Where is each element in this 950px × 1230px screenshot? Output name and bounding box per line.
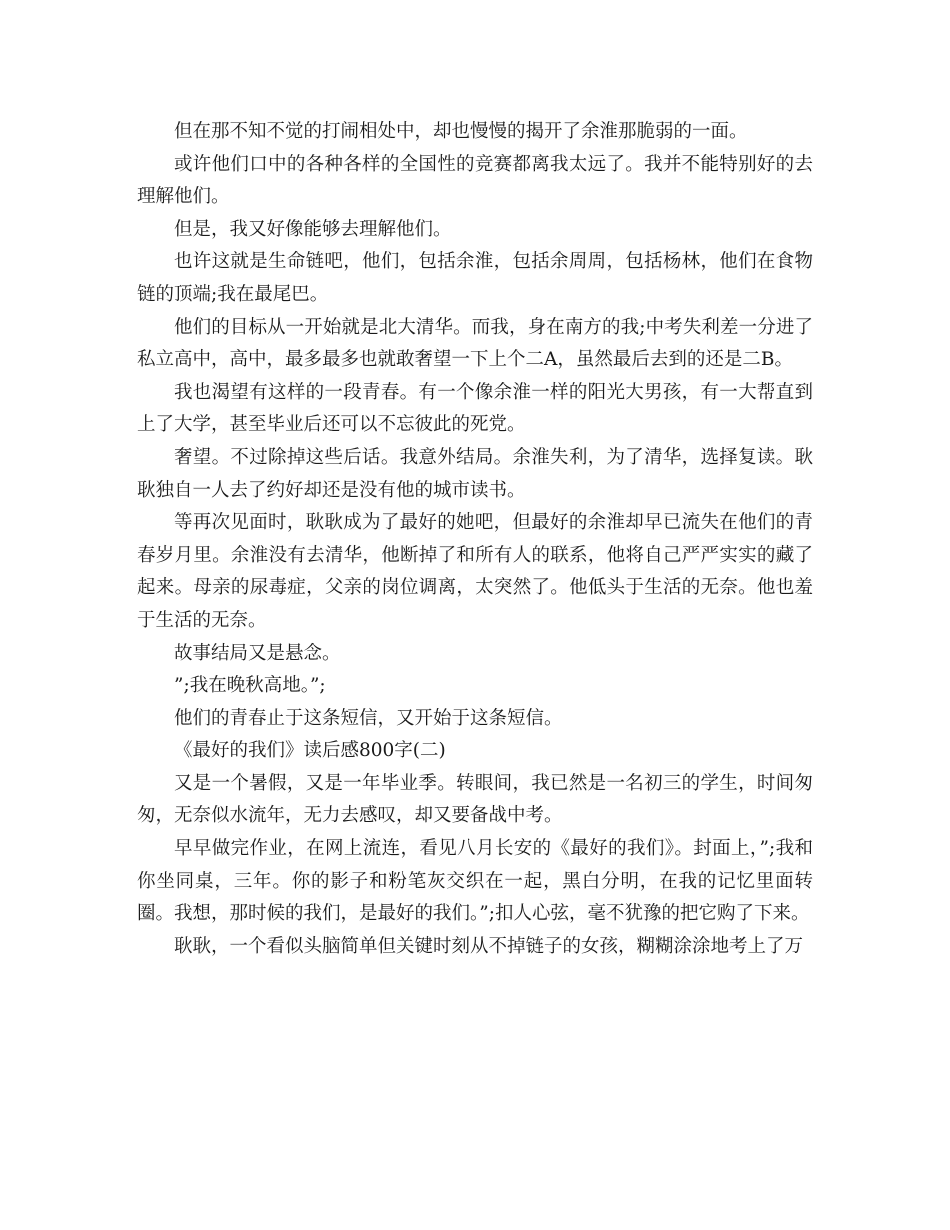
- paragraph: 故事结局又是悬念。: [174, 642, 341, 664]
- paragraph: 他们的目标从一开始就是北大清华。而我，身在南方的我;中考失利差一分进了私立高中，高中，最多最多也就敢奢望一下上个二A，虽然最后去到的还是二B。: [137, 316, 813, 371]
- document-page: [137, 116, 813, 963]
- paragraph: 也许这就是生命链吧，他们，包括余淮，包括余周周，包括杨林，他们在食物链的顶端;我在最尾巴。: [137, 251, 813, 305]
- paragraph: 但是，我又好像能够去理解他们。: [174, 218, 452, 240]
- paragraph: 又是一个暑假，又是一年毕业季。转眼间，我已然是一名初三的学生，时间匆匆，无奈似水流年，无力去感叹，却又要备战中考。: [137, 772, 813, 827]
- paragraph: 但在那不知不觉的打闹相处中，却也慢慢的揭开了余淮那脆弱的一面。: [174, 121, 748, 142]
- section-title: 《最好的我们》读后感800字(二): [174, 740, 446, 762]
- paragraph: 或许他们口中的各种各样的全国性的竞赛都离我太远了。我并不能特别好的去理解他们。: [137, 153, 813, 208]
- paragraph: 等再次见面时，耿耿成为了最好的她吧，但最好的余淮却早已流失在他们的青春岁月里。余淮没有去清华，他断掉了和所有人的联系，他将自己严严实实的藏了起来。母亲的尿毒症，父亲的岗位调离，太突然了。他低头于生活的无奈。他也羞于生活的无奈。: [137, 512, 813, 631]
- paragraph: 他们的青春止于这条短信，又开始于这条短信。: [174, 707, 563, 729]
- paragraph: ”;我在晚秋高地。”;: [174, 675, 326, 697]
- paragraph: 奢望。不过除掉这些后话。我意外结局。余淮失利，为了清华，选择复读。耿耿独自一人去了约好却还是没有他的城市读书。: [137, 446, 813, 501]
- paragraph: 耿耿，一个看似头脑简单但关键时刻从不掉链子的女孩，糊糊涂涂地考上了万: [174, 935, 804, 957]
- paragraph: 我也渴望有这样的一段青春。有一个像余淮一样的阳光大男孩，有一大帮直到上了大学，甚至毕业后还可以不忘彼此的死党。: [137, 381, 813, 436]
- paragraph: 早早做完作业，在网上流连，看见八月长安的《最好的我们》。封面上，”;我和你坐同桌，三年。你的影子和粉笔灰交织在一起，黑白分明，在我的记忆里面转圈。我想，那时候的我们，是最好的我们。”;扣人心弦，毫不犹豫的把它购了下来。: [137, 838, 813, 925]
